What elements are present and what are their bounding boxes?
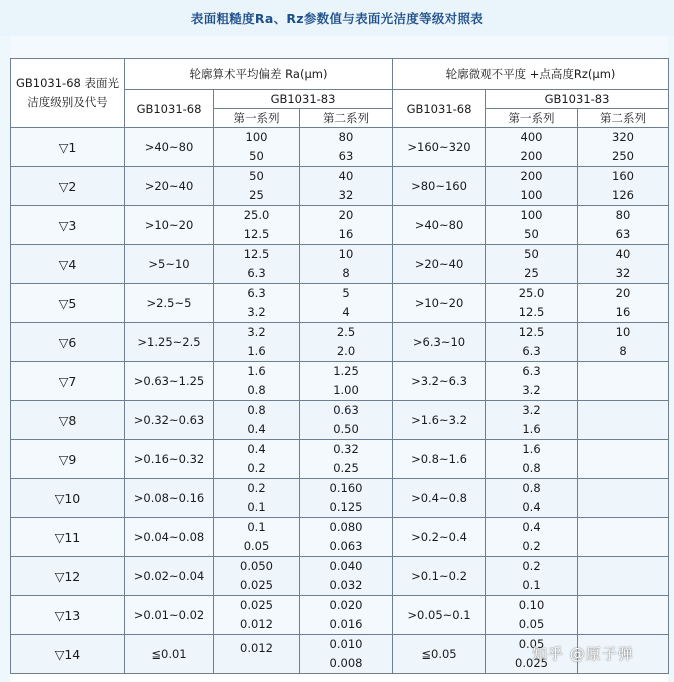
ra-series2-cell-value: 0.32 xyxy=(333,442,359,456)
rz-gb68-cell: >0.8~1.6 xyxy=(393,440,486,479)
ra-series2-cell-value: 0.040 xyxy=(329,559,363,573)
table-row xyxy=(11,596,669,635)
table-row xyxy=(11,479,669,518)
rz-series1-cell xyxy=(486,323,578,362)
ra-series2-cell-value: 0.063 xyxy=(329,539,363,553)
rz-series2-cell xyxy=(578,440,669,479)
rz-series1-cell xyxy=(486,635,578,674)
rz-series2-cell xyxy=(578,401,669,440)
ra-series1-cell xyxy=(214,362,300,401)
rz-gb68-cell: >20~40 xyxy=(393,245,486,284)
ra-series2-cell-value: 40 xyxy=(338,169,354,183)
rz-series2-cell xyxy=(578,362,669,401)
rz-series1-cell xyxy=(486,167,578,206)
ra-series2-cell-value: 1.00 xyxy=(333,383,359,397)
ra-gb68-cell: >5~10 xyxy=(125,245,214,284)
grade-cell: ▽1 xyxy=(11,128,125,167)
rz-gb68-cell: >160~320 xyxy=(393,128,486,167)
ra-series2-cell xyxy=(300,518,393,557)
ra-series1-cell-value: 3.2 xyxy=(247,305,266,319)
ra-series2-header: 第二系列 xyxy=(300,109,393,128)
table-row xyxy=(11,128,669,167)
ra-series1-cell-value: 0.012 xyxy=(240,617,273,631)
ra-series2-cell xyxy=(300,362,393,401)
ra-series2-cell xyxy=(300,167,393,206)
grade-cell: ▽3 xyxy=(11,206,125,245)
rz-series2-cell xyxy=(578,245,669,284)
rz-series1-cell-value: 25 xyxy=(524,266,539,280)
grade-cell: ▽14 xyxy=(11,635,125,674)
ra-series1-cell xyxy=(214,323,300,362)
ra-series1-cell xyxy=(214,479,300,518)
ra-series1-cell-value: 0.05 xyxy=(243,539,270,553)
ra-series2-cell xyxy=(300,440,393,479)
ra-series2-cell-value: 0.160 xyxy=(329,481,363,495)
roughness-comparison-table xyxy=(10,58,669,674)
rz-series1-cell-value: 12.5 xyxy=(518,325,545,339)
rz-group-header: 轮廓微观不平度 +点高度Rz(μm) xyxy=(393,59,669,90)
ra-series1-cell xyxy=(214,596,300,635)
rz-gb68-cell: >80~160 xyxy=(393,167,486,206)
rz-series2-cell xyxy=(578,557,669,596)
ra-series1-cell-value: 3.2 xyxy=(247,325,266,339)
ra-series1-cell-value: 1.6 xyxy=(247,364,266,378)
ra-series2-cell-value: 0.020 xyxy=(329,598,363,612)
rz-series2-header: 第二系列 xyxy=(578,109,669,128)
ra-series1-cell xyxy=(214,557,300,596)
grade-cell: ▽6 xyxy=(11,323,125,362)
ra-series2-cell-value: 0.010 xyxy=(329,637,363,651)
rz-series1-cell-value: 25.0 xyxy=(518,286,545,300)
table-row xyxy=(11,323,669,362)
table-row xyxy=(11,635,669,674)
grade-cell: ▽8 xyxy=(11,401,125,440)
ra-series1-cell-value: 0.2 xyxy=(247,481,266,495)
table-row xyxy=(11,167,669,206)
ra-series1-cell-value: 0.2 xyxy=(247,461,266,475)
ra-series2-cell-value: 10 xyxy=(338,247,354,261)
rz-series2-cell-value: 320 xyxy=(612,130,634,144)
ra-series1-cell-value: 0.050 xyxy=(240,559,273,573)
ra-series1-cell xyxy=(214,635,300,674)
ra-series1-cell-value: 100 xyxy=(245,130,268,144)
ra-series2-cell-value: 1.25 xyxy=(333,364,359,378)
header-gap xyxy=(0,36,674,58)
rz-series2-cell-value: 63 xyxy=(615,227,631,241)
rz-series1-cell xyxy=(486,206,578,245)
ra-gb68-cell: >0.02~0.04 xyxy=(125,557,214,596)
ra-series1-cell xyxy=(214,128,300,167)
ra-series1-header: 第一系列 xyxy=(214,109,300,128)
ra-group-header: 轮廓算术平均偏差 Ra(μm) xyxy=(125,59,393,90)
rz-series1-cell-value: 200 xyxy=(520,149,543,163)
ra-series1-cell-value: 12.5 xyxy=(243,227,270,241)
ra-series2-cell-value: 63 xyxy=(338,149,354,163)
rz-series1-cell xyxy=(486,128,578,167)
ra-gb83-header: GB1031-83 xyxy=(214,90,393,109)
rz-series2-cell xyxy=(578,128,669,167)
rz-series1-cell-value: 6.3 xyxy=(522,344,541,358)
ra-series2-cell-value: 0.63 xyxy=(333,403,359,417)
ra-series2-cell-value: 8 xyxy=(342,266,350,280)
ra-series2-cell-value: 4 xyxy=(342,305,350,319)
ra-series1-cell-value: 6.3 xyxy=(247,266,266,280)
rz-gb68-cell: >6.3~10 xyxy=(393,323,486,362)
rz-series2-cell xyxy=(578,518,669,557)
ra-series1-cell-value: 0.025 xyxy=(240,598,273,612)
rz-series2-cell xyxy=(578,479,669,518)
ra-series1-cell-value: 6.3 xyxy=(247,286,266,300)
ra-gb68-cell: ≦0.01 xyxy=(125,635,214,674)
rz-series1-cell-value: 0.05 xyxy=(518,617,545,631)
rz-gb68-cell: >0.05~0.1 xyxy=(393,596,486,635)
ra-series1-cell-value: 0.4 xyxy=(247,422,266,436)
rz-series1-cell-value: 12.5 xyxy=(518,305,545,319)
rz-series1-cell xyxy=(486,362,578,401)
rz-series1-cell-value: 200 xyxy=(520,169,543,183)
ra-series2-cell-value: 2.0 xyxy=(336,344,356,358)
ra-gb68-cell: >0.01~0.02 xyxy=(125,596,214,635)
ra-series2-cell-value: 32 xyxy=(338,188,354,202)
ra-series1-cell-value: 1.6 xyxy=(247,344,266,358)
ra-gb68-cell: >0.63~1.25 xyxy=(125,362,214,401)
table-row xyxy=(11,440,669,479)
ra-series2-cell xyxy=(300,206,393,245)
watermark: 知乎 @原子弹 xyxy=(532,645,634,663)
rz-series1-cell-value: 100 xyxy=(520,208,543,222)
table-row xyxy=(11,557,669,596)
ra-series1-cell-value: 12.5 xyxy=(243,247,270,261)
ra-series1-cell-value: 0.8 xyxy=(247,383,266,397)
ra-series1-cell xyxy=(214,206,300,245)
rz-gb68-cell: >10~20 xyxy=(393,284,486,323)
ra-series1-cell xyxy=(214,245,300,284)
ra-series2-cell-value: 0.008 xyxy=(329,656,363,670)
ra-series1-cell-value: 0.8 xyxy=(247,403,266,417)
ra-series2-cell xyxy=(300,401,393,440)
rz-series1-cell-value: 3.2 xyxy=(522,403,541,417)
rz-gb68-cell: >0.1~0.2 xyxy=(393,557,486,596)
rz-series1-cell xyxy=(486,245,578,284)
rz-series2-cell-value: 126 xyxy=(612,188,634,202)
rz-series1-cell-value: 1.6 xyxy=(522,422,541,436)
rz-series2-cell xyxy=(578,284,669,323)
rz-gb68-cell: >3.2~6.3 xyxy=(393,362,486,401)
rz-series1-cell-value: 0.4 xyxy=(522,520,541,534)
corner-header: GB1031-68 表面光洁度级别及代号 xyxy=(11,59,125,128)
rz-series2-cell xyxy=(578,206,669,245)
rz-series2-cell xyxy=(578,167,669,206)
rz-series1-cell-value: 6.3 xyxy=(522,364,541,378)
table-row xyxy=(11,245,669,284)
rz-series1-cell xyxy=(486,518,578,557)
grade-cell: ▽5 xyxy=(11,284,125,323)
rz-series2-cell xyxy=(578,635,669,674)
ra-series2-cell xyxy=(300,635,393,674)
rz-series2-cell xyxy=(578,323,669,362)
rz-series2-cell-value: 40 xyxy=(615,247,631,261)
rz-series1-header: 第一系列 xyxy=(486,109,578,128)
rz-gb68-cell: ≦0.05 xyxy=(393,635,486,674)
rz-series2-cell-value: 20 xyxy=(615,286,631,300)
grade-cell: ▽2 xyxy=(11,167,125,206)
ra-gb68-cell: >40~80 xyxy=(125,128,214,167)
rz-series1-cell-value: 50 xyxy=(524,247,539,261)
grade-cell: ▽4 xyxy=(11,245,125,284)
ra-series1-cell-value: 25.0 xyxy=(243,208,270,222)
table-row xyxy=(11,518,669,557)
ra-gb68-cell: >0.04~0.08 xyxy=(125,518,214,557)
rz-series2-cell-value: 8 xyxy=(619,344,627,358)
ra-series2-cell xyxy=(300,245,393,284)
rz-series2-cell-value: 32 xyxy=(615,266,631,280)
ra-series2-cell-value: 0.25 xyxy=(333,461,359,475)
rz-series1-cell-value: 400 xyxy=(520,130,543,144)
ra-series2-cell-value: 2.5 xyxy=(336,325,356,339)
rz-gb68-header: GB1031-68 xyxy=(393,90,486,128)
rz-series1-cell xyxy=(486,284,578,323)
ra-series2-cell xyxy=(300,323,393,362)
rz-series1-cell-value: 0.2 xyxy=(522,559,541,573)
rz-series2-cell-value: 250 xyxy=(612,149,634,163)
rz-series1-cell xyxy=(486,596,578,635)
table-row xyxy=(11,206,669,245)
rz-series1-cell xyxy=(486,557,578,596)
ra-series1-cell-value: 0.1 xyxy=(247,520,266,534)
ra-series1-cell xyxy=(214,401,300,440)
rz-gb68-cell: >0.4~0.8 xyxy=(393,479,486,518)
left-border-band xyxy=(0,36,10,682)
grade-cell: ▽13 xyxy=(11,596,125,635)
page-title: 表面粗糙度Ra、Rz参数值与表面光洁度等级对照表 xyxy=(0,0,674,36)
rz-gb68-cell: >0.2~0.4 xyxy=(393,518,486,557)
rz-series1-cell-value: 50 xyxy=(524,227,539,241)
ra-series1-cell xyxy=(214,518,300,557)
ra-series2-cell-value: 80 xyxy=(338,130,354,144)
grade-cell: ▽12 xyxy=(11,557,125,596)
ra-series2-cell-value: 0.50 xyxy=(333,422,359,436)
ra-series2-cell-value: 0.016 xyxy=(329,617,363,631)
ra-series1-cell-value: 50 xyxy=(249,169,264,183)
rz-series1-cell-value: 0.1 xyxy=(522,578,541,592)
grade-cell: ▽7 xyxy=(11,362,125,401)
rz-gb68-cell: >1.6~3.2 xyxy=(393,401,486,440)
ra-series2-cell-value: 0.080 xyxy=(329,520,363,534)
table-row xyxy=(11,284,669,323)
ra-gb68-header: GB1031-68 xyxy=(125,90,214,128)
table-row xyxy=(11,362,669,401)
ra-series2-cell-value: 16 xyxy=(338,227,354,241)
rz-series1-cell xyxy=(486,440,578,479)
grade-cell: ▽11 xyxy=(11,518,125,557)
rz-series2-cell-value: 10 xyxy=(615,325,631,339)
grade-cell: ▽10 xyxy=(11,479,125,518)
ra-series1-cell xyxy=(214,440,300,479)
rz-series1-cell-value: 3.2 xyxy=(522,383,541,397)
ra-gb68-cell: >10~20 xyxy=(125,206,214,245)
ra-gb68-cell: >1.25~2.5 xyxy=(125,323,214,362)
ra-gb68-cell: >0.32~0.63 xyxy=(125,401,214,440)
ra-series1-cell-value: 25 xyxy=(249,188,264,202)
ra-series2-cell-value: 0.125 xyxy=(329,500,363,514)
ra-series2-cell xyxy=(300,284,393,323)
ra-series2-cell xyxy=(300,479,393,518)
ra-series1-cell-value: 0.012 xyxy=(240,641,273,656)
rz-series1-cell-value: 1.6 xyxy=(522,442,541,456)
ra-gb68-cell: >20~40 xyxy=(125,167,214,206)
ra-series2-cell-value: 0.032 xyxy=(329,578,363,592)
rz-series1-cell-value: 0.8 xyxy=(522,461,541,475)
rz-series1-cell-value: 0.05 xyxy=(518,637,545,651)
rz-series1-cell-value: 0.4 xyxy=(522,500,541,514)
ra-gb68-cell: >0.08~0.16 xyxy=(125,479,214,518)
rz-series1-cell-value: 0.2 xyxy=(522,539,541,553)
ra-series1-cell-value: 0.1 xyxy=(247,500,266,514)
rz-series1-cell-value: 0.025 xyxy=(515,656,548,670)
rz-series1-cell-value: 100 xyxy=(520,188,543,202)
rz-series1-cell xyxy=(486,479,578,518)
rz-gb83-header: GB1031-83 xyxy=(486,90,669,109)
ra-gb68-cell: >2.5~5 xyxy=(125,284,214,323)
ra-series1-cell-value: 50 xyxy=(249,149,264,163)
ra-series2-cell xyxy=(300,557,393,596)
rz-series2-cell-value: 80 xyxy=(615,208,631,222)
rz-gb68-cell: >40~80 xyxy=(393,206,486,245)
ra-series2-cell xyxy=(300,596,393,635)
rz-series1-cell-value: 0.10 xyxy=(518,598,545,612)
rz-series2-cell xyxy=(578,596,669,635)
rz-series1-cell xyxy=(486,401,578,440)
ra-series2-cell xyxy=(300,128,393,167)
ra-series1-cell xyxy=(214,284,300,323)
ra-series2-cell-value: 5 xyxy=(342,286,350,300)
ra-series1-cell xyxy=(214,167,300,206)
ra-series1-cell-value: 0.4 xyxy=(247,442,266,456)
rz-series1-cell-value: 0.8 xyxy=(522,481,541,495)
ra-gb68-cell: >0.16~0.32 xyxy=(125,440,214,479)
rz-series2-cell-value: 16 xyxy=(615,305,631,319)
grade-cell: ▽9 xyxy=(11,440,125,479)
ra-series1-cell-value: 0.025 xyxy=(240,578,273,592)
rz-series2-cell-value: 160 xyxy=(612,169,634,183)
table-row xyxy=(11,401,669,440)
ra-series2-cell-value: 20 xyxy=(338,208,354,222)
